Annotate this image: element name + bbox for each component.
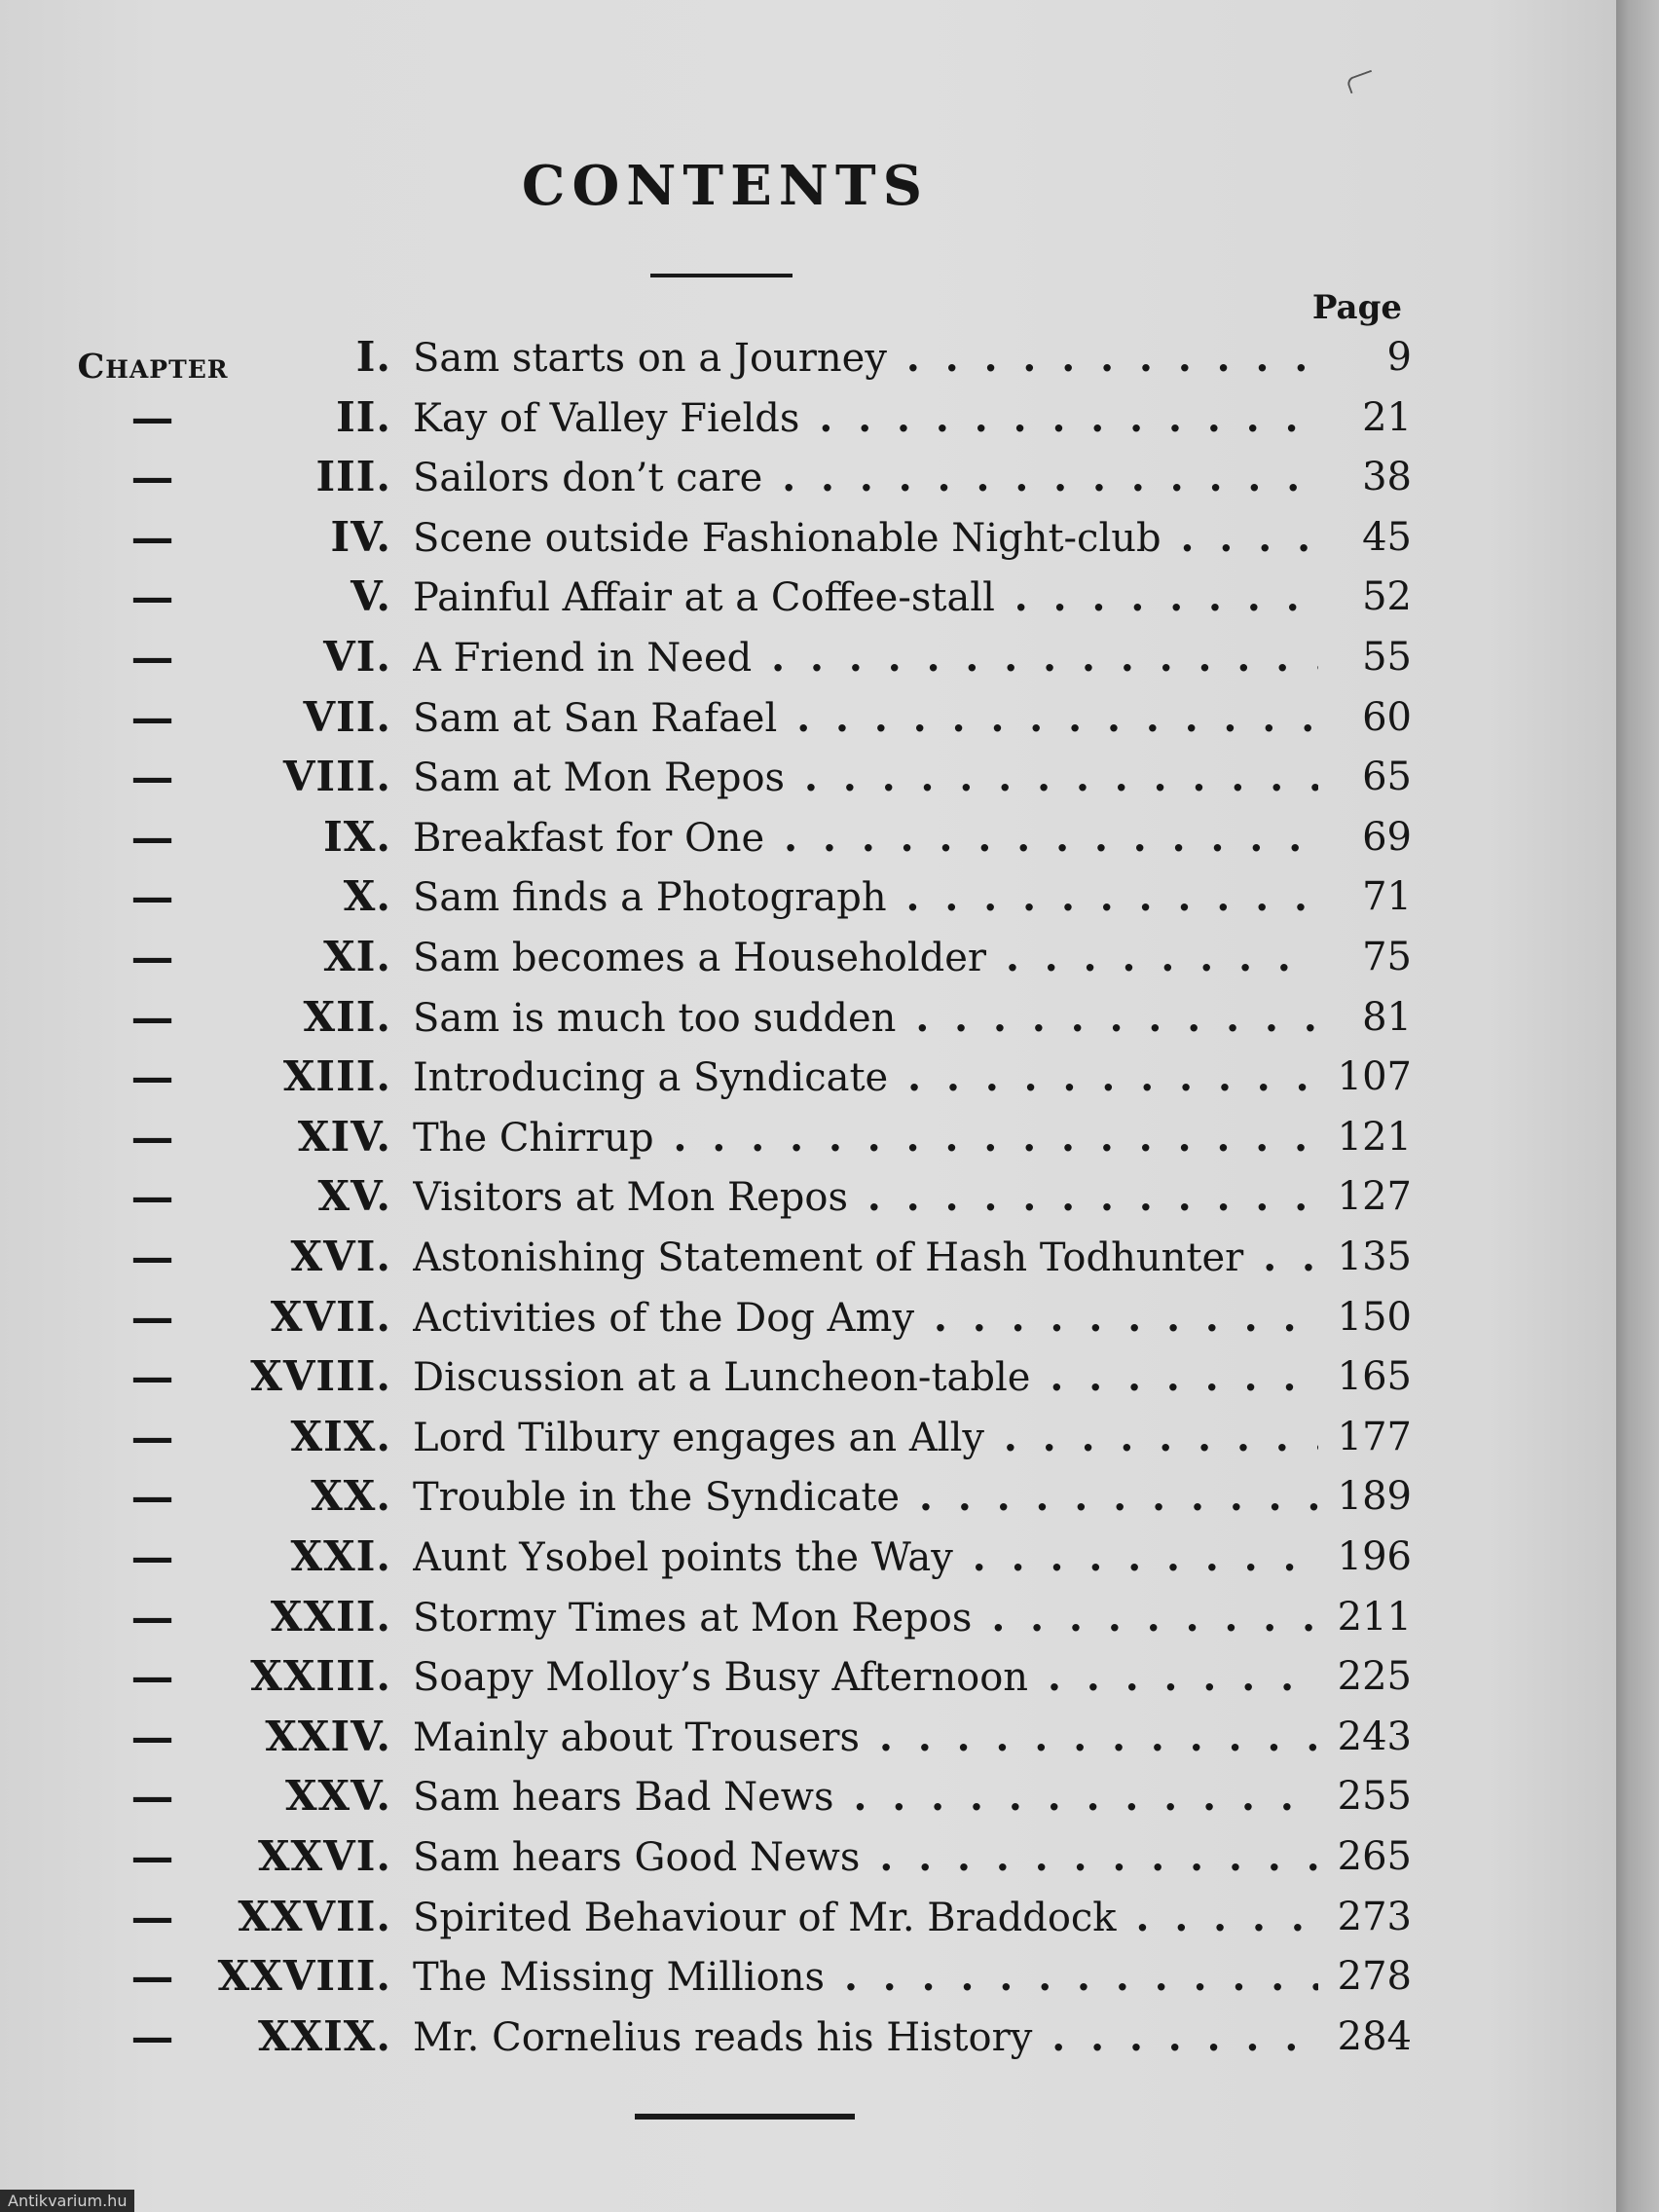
ditto-dash: — [130, 1412, 175, 1462]
chapter-page-number: 81 [1362, 994, 1412, 1040]
chapter-row [0, 572, 1441, 631]
chapter-row [0, 693, 1441, 752]
chapter-title: Mr. Cornelius reads his History . . . [413, 2014, 1318, 2060]
chapter-row [0, 1352, 1441, 1411]
ditto-dash: — [130, 1652, 175, 1703]
chapter-numeral: XI. [323, 933, 391, 980]
ditto-dash: — [130, 453, 175, 503]
chapter-page-number: 45 [1362, 514, 1412, 560]
ditto-dash: — [130, 1112, 175, 1162]
chapter-page-number: 189 [1337, 1474, 1412, 1520]
chapter-row [0, 1713, 1441, 1771]
ditto-dash: — [130, 1772, 175, 1823]
chapter-numeral: VI. [323, 633, 391, 681]
heading-rule [650, 274, 793, 277]
chapter-page-number: 135 [1337, 1235, 1412, 1279]
chapter-title: Breakfast for One . . . [413, 815, 1318, 861]
page-column-label: Page [1311, 288, 1402, 327]
chapter-row [0, 1652, 1441, 1711]
chapter-page-number: 225 [1337, 1654, 1412, 1700]
chapter-numeral: XXIX. [257, 2011, 391, 2060]
chapter-row [0, 393, 1441, 452]
chapter-page-number: 255 [1337, 1774, 1412, 1820]
chapter-title: Mainly about Trousers . . . [413, 1714, 1318, 1760]
chapter-title: Stormy Times at Mon Repos . . . [413, 1595, 1318, 1641]
chapter-row [0, 753, 1441, 811]
chapter-numeral: XIV. [297, 1112, 391, 1161]
contents-heading: CONTENTS [521, 154, 930, 218]
watermark: Antikvarium.hu [0, 2190, 134, 2212]
chapter-numeral: XXIV. [265, 1712, 391, 1760]
paper-mark [1346, 70, 1377, 94]
chapter-row [0, 1472, 1441, 1530]
chapter-title: Sam starts on a Journey . . . [413, 335, 1318, 381]
ditto-dash: — [130, 1952, 175, 2003]
ditto-dash: — [130, 872, 175, 923]
chapter-numeral: XXI. [290, 1532, 391, 1580]
chapter-title: Sam is much too sudden . . . [413, 995, 1318, 1041]
chapter-title: Painful Affair at a Coffee-stall . . . [413, 574, 1318, 620]
ditto-dash: — [130, 392, 175, 443]
chapter-page-number: 165 [1337, 1354, 1412, 1400]
chapter-title: Sam at Mon Repos . . . [413, 755, 1318, 800]
chapter-title: Visitors at Mon Repos . . . [413, 1174, 1318, 1220]
ditto-dash: — [130, 812, 175, 863]
chapter-row [0, 1772, 1441, 1830]
chapter-title: Aunt Ysobel points the Way . . . [413, 1534, 1318, 1580]
chapter-page-number: 196 [1337, 1534, 1412, 1579]
ditto-dash: — [130, 1292, 175, 1343]
chapter-numeral: XVIII. [250, 1352, 391, 1401]
chapter-page-number: 243 [1337, 1714, 1412, 1759]
chapter-row [0, 1952, 1441, 2010]
chapter-numeral: IV. [330, 512, 391, 561]
chapter-page-number: 38 [1362, 455, 1412, 500]
chapter-row [0, 1832, 1441, 1891]
chapter-numeral: II. [336, 392, 391, 441]
chapter-page-number: 265 [1337, 1834, 1412, 1879]
chapter-title: The Missing Millions . . . [413, 1954, 1318, 2000]
ditto-dash: — [130, 933, 175, 982]
chapter-numeral: X. [343, 872, 391, 921]
ditto-dash: — [130, 1472, 175, 1523]
chapter-row [0, 993, 1441, 1051]
ditto-dash: — [130, 1532, 175, 1582]
chapter-row [0, 453, 1441, 511]
chapter-page-number: 107 [1337, 1054, 1412, 1100]
ditto-dash: — [130, 1233, 175, 1282]
chapter-page-number: 69 [1362, 814, 1412, 860]
chapter-row [0, 1593, 1441, 1651]
book-gutter-shadow [1616, 0, 1659, 2212]
chapter-row [0, 933, 1441, 991]
ditto-dash: — [130, 633, 175, 682]
chapter-title: Sam hears Good News . . . [413, 1834, 1318, 1880]
chapter-numeral: XIX. [290, 1412, 391, 1460]
chapter-numeral: XXV. [284, 1772, 391, 1821]
ditto-dash: — [130, 753, 175, 803]
ditto-dash: — [130, 692, 175, 743]
chapter-numeral: XXII. [270, 1592, 391, 1641]
ditto-dash: — [130, 1172, 175, 1223]
chapter-page-number: 278 [1337, 1954, 1412, 2000]
chapter-page-number: 60 [1362, 694, 1412, 740]
chapter-page-number: 52 [1362, 574, 1412, 620]
chapter-numeral: XV. [317, 1172, 391, 1221]
chapter-row [0, 1052, 1441, 1111]
chapter-numeral: XXVIII. [217, 1952, 391, 2001]
chapter-row [0, 2012, 1441, 2071]
chapter-page-number: 65 [1362, 755, 1412, 800]
chapter-page-number: 71 [1362, 874, 1412, 920]
chapter-row [0, 1113, 1441, 1171]
chapter-numeral: I. [355, 333, 391, 381]
chapter-numeral: XX. [311, 1472, 391, 1521]
chapter-row [0, 872, 1441, 931]
chapter-numeral: XVI. [290, 1233, 391, 1280]
chapter-title: Sam hears Bad News . . . [413, 1774, 1318, 1820]
chapter-numeral: VII. [303, 692, 391, 741]
ditto-dash: — [130, 992, 175, 1043]
footer-rule [635, 2114, 855, 2120]
chapter-row [0, 513, 1441, 571]
chapter-title: Scene outside Fashionable Night-club . . . [413, 515, 1318, 561]
chapter-page-number: 121 [1337, 1114, 1412, 1160]
chapter-row [0, 1413, 1441, 1471]
ditto-dash: — [130, 1052, 175, 1103]
chapter-numeral: III. [315, 453, 391, 501]
chapter-title: Sam at San Rafael . . . [413, 695, 1318, 741]
chapter-numeral: XXIII. [250, 1652, 391, 1701]
chapter-title: Spirited Behaviour of Mr. Braddock . . . [413, 1895, 1318, 1940]
chapter-title: Sam finds a Photograph . . . [413, 874, 1318, 920]
chapter-numeral: VIII. [282, 753, 391, 801]
ditto-dash: — [130, 572, 175, 623]
chapter-title: A Friend in Need . . . [413, 635, 1318, 681]
chapter-page-number: 177 [1337, 1414, 1412, 1459]
chapter-title: Sam becomes a Householder . . . [413, 935, 1318, 980]
chapter-page-number: 127 [1337, 1174, 1412, 1220]
chapter-page-number: 150 [1337, 1294, 1412, 1340]
chapter-page-number: 9 [1386, 335, 1412, 380]
chapter-row [0, 1893, 1441, 1951]
chapter-numeral: XIII. [282, 1052, 391, 1101]
chapter-row [0, 633, 1441, 691]
chapter-row [0, 1172, 1441, 1231]
chapter-title: Discussion at a Luncheon-table . . . [413, 1354, 1318, 1400]
chapter-title: The Chirrup . . . [413, 1115, 1318, 1161]
chapter-row [0, 333, 1441, 391]
chapter-page-number: 75 [1362, 935, 1412, 979]
chapter-numeral: XXVII. [238, 1892, 391, 1940]
ditto-dash: — [130, 1832, 175, 1882]
chapter-title: Astonishing Statement of Hash Todhunter . . . [413, 1235, 1318, 1280]
chapter-numeral: XVII. [270, 1292, 391, 1341]
chapter-numeral: XII. [303, 992, 391, 1041]
ditto-dash: — [130, 1892, 175, 1942]
chapter-page-number: 21 [1362, 394, 1412, 440]
chapter-page-number: 284 [1337, 2013, 1412, 2059]
ditto-dash: — [130, 1352, 175, 1403]
chapter-page-number: 211 [1337, 1594, 1412, 1640]
ditto-dash: — [130, 1712, 175, 1762]
chapter-row [0, 813, 1441, 871]
chapter-title: Activities of the Dog Amy . . . [413, 1295, 1318, 1341]
ditto-dash: — [130, 1592, 175, 1642]
chapter-title: Soapy Molloy’s Busy Afternoon . . . [413, 1654, 1318, 1700]
ditto-dash: — [130, 512, 175, 563]
chapter-title: Lord Tilbury engages an Ally . . . [413, 1415, 1318, 1460]
chapter-title: Sailors don’t care . . . [413, 455, 1318, 500]
chapter-numeral: XXVI. [257, 1832, 391, 1880]
chapter-numeral: V. [350, 572, 391, 621]
chapter-row [0, 1532, 1441, 1591]
chapter-numeral: IX. [323, 812, 391, 861]
chapter-page-number: 273 [1337, 1894, 1412, 1939]
chapter-title: Kay of Valley Fields . . . [413, 395, 1318, 441]
chapter-row [0, 1293, 1441, 1351]
chapter-title: Trouble in the Syndicate . . . [413, 1474, 1318, 1520]
ditto-dash: — [130, 2011, 175, 2062]
chapter-page-number: 55 [1362, 635, 1412, 680]
chapter-title: Introducing a Syndicate . . . [413, 1054, 1318, 1100]
chapter-label: Chapter [77, 347, 229, 387]
chapter-row [0, 1233, 1441, 1291]
